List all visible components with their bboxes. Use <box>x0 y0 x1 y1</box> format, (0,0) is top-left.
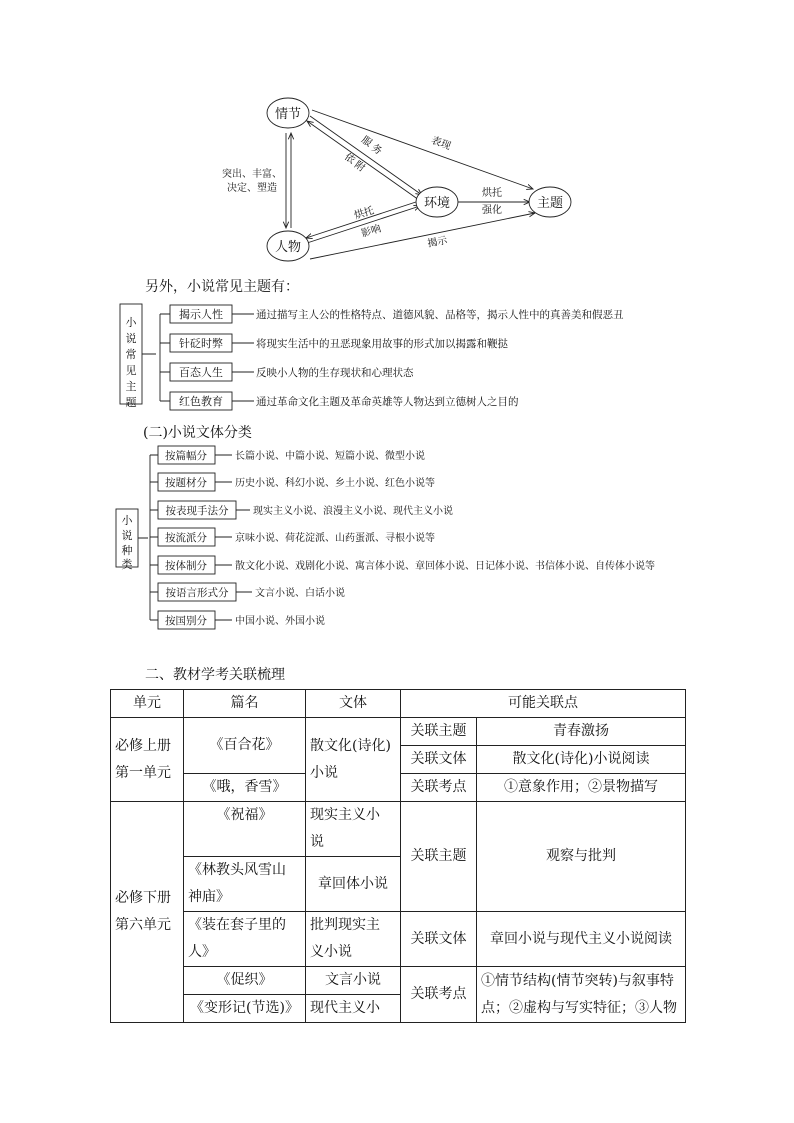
types-heading: (二)小说文体分类 <box>143 425 252 441</box>
node-theme-label: 主题 <box>536 196 564 211</box>
unit-cell-1 <box>111 718 184 802</box>
table-heading: 二、教材学考关联梳理 <box>145 667 285 683</box>
title-taozi-line-1: 《装在套子里的 <box>188 917 286 933</box>
theme-tag-4: 红色教育 <box>179 395 223 408</box>
edge-label-plot-env-a1: 服 <box>359 134 374 150</box>
title-taozi-line-2: 人》 <box>188 944 216 960</box>
types-tree <box>112 444 712 634</box>
themes-root-char-4: 见 <box>125 364 137 377</box>
theme-tag-3: 百态人生 <box>179 366 223 379</box>
edge-label-plot-env-b1: 依 <box>342 151 357 167</box>
title-cell-taozi <box>184 912 306 967</box>
link-value-kaodian <box>477 967 686 1023</box>
themes-root-char-6: 题 <box>125 396 137 409</box>
node-environment-label: 环境 <box>423 196 451 211</box>
themes-heading: 另外，小说常见主题有： <box>145 279 299 295</box>
themes-bracket <box>142 314 170 401</box>
title-cell-bianxingji: 《变形记(节选)》 <box>184 995 306 1023</box>
theme-tag-2: 针砭时弊 <box>179 337 223 350</box>
kaodian-line-2: 点；②虚构与写实特征；③人物 <box>481 999 677 1016</box>
genre-cell-linjiaotou: 章回体小说 <box>306 857 401 912</box>
types-root-char-4: 类 <box>121 558 133 571</box>
unit-1-line-2: 第一单元 <box>115 764 171 781</box>
types-root-char-1: 小 <box>121 514 133 527</box>
table-row <box>111 967 686 995</box>
type-tag-1: 按篇幅分 <box>165 450 207 462</box>
genre-cell-taozi <box>306 912 401 967</box>
theme-desc-4: 通过革命文化主题及革命英雄等人物达到立德树人之目的 <box>256 396 519 408</box>
genre-1-line-2: 小说 <box>310 764 338 781</box>
theme-desc-3: 反映小人物的生存现状和心理状态 <box>256 367 414 379</box>
link-value: 观察与批判 <box>477 802 686 912</box>
theme-tag-1: 揭示人性 <box>179 308 223 321</box>
unit-cell-2 <box>111 802 184 1023</box>
type-desc-5: 散文化小说、戏剧化小说、寓言体小说、章回体小说、日记体小说、书信体小说、自传体小说等 <box>235 561 655 572</box>
themes-root-char-5: 主 <box>125 380 137 393</box>
unit-1-line-1: 必修上册 <box>115 737 171 754</box>
link-label: 关联文体 <box>401 746 477 774</box>
table-header-row <box>111 690 686 718</box>
type-desc-3: 现实主义小说、浪漫主义小说、现代主义小说 <box>253 506 453 517</box>
type-tag-7: 按国别分 <box>165 615 207 627</box>
edge-label-env-char-2: 影响 <box>360 223 383 240</box>
type-tag-3: 按表现手法分 <box>165 505 229 517</box>
edge-plot-to-theme <box>312 110 533 189</box>
type-desc-1: 长篇小说、中篇小说、短篇小说、微型小说 <box>235 451 425 462</box>
genre-cell-cuzhi: 文言小说 <box>306 967 401 995</box>
types-bracket-ticks <box>150 455 158 620</box>
genre-zhufu-line-2: 说 <box>310 834 324 850</box>
type-tag-4: 按流派分 <box>165 532 207 544</box>
genre-cell-bianxingji: 现代主义小 <box>306 995 401 1023</box>
themes-root-char-3: 常 <box>125 348 137 361</box>
edge-label-plot-env-b2: 附 <box>352 159 367 175</box>
theme-desc-1: 通过描写主人公的性格特点、道德风貌、品格等，揭示人性中的真善美和假恶丑 <box>256 309 624 321</box>
edge-label-char-theme: 揭示 <box>426 235 449 250</box>
edge-plot-to-environment <box>310 116 422 195</box>
theme-desc-2: 将现实生活中的丑恶现象用故事的形式加以揭露和鞭挞 <box>256 338 508 350</box>
header-unit: 单元 <box>111 690 184 718</box>
link-value: 散文化(诗化)小说阅读 <box>477 746 686 774</box>
genre-cell-1 <box>306 718 401 802</box>
edge-label-plot-env-a2: 务 <box>369 142 384 158</box>
genre-cell-zhufu <box>306 802 401 857</box>
edge-label-plot-theme: 表现 <box>429 135 453 153</box>
themes-tree <box>116 300 696 412</box>
type-tag-6: 按语言形式分 <box>165 587 229 599</box>
type-desc-4: 京味小说、荷花淀派、山药蛋派、寻根小说等 <box>235 533 435 544</box>
edge-label-env-theme-1: 烘托 <box>482 188 502 199</box>
theme-connectors <box>232 314 254 401</box>
genre-taozi-line-2: 义小说 <box>310 944 352 960</box>
title-cell-zhufu: 《祝福》 <box>184 802 306 857</box>
edge-label-plot-character-1: 突出、丰富、 <box>222 169 282 180</box>
edge-label-env-char-1: 烘托 <box>353 205 376 222</box>
edge-label-env-theme-2: 强化 <box>482 205 502 216</box>
table-row <box>111 718 686 746</box>
header-genre: 文体 <box>306 690 401 718</box>
textbook-link-table <box>110 689 686 1023</box>
genre-zhufu-line-1: 现实主义小 <box>310 807 380 823</box>
kaodian-line-1: ①情节结构(情节突转)与叙事特 <box>481 972 674 989</box>
unit-2-line-1: 必修下册 <box>115 890 171 906</box>
link-label: 关联考点 <box>401 967 477 1023</box>
title-cell-baihehua: 《百合花》 <box>184 718 306 774</box>
type-tag-2: 按题材分 <box>165 477 207 489</box>
link-label: 关联主题 <box>401 802 477 912</box>
header-links: 可能关联点 <box>401 690 686 718</box>
header-title: 篇名 <box>184 690 306 718</box>
node-plot-label: 情节 <box>274 107 302 122</box>
themes-root-char-1: 小 <box>125 316 137 329</box>
type-desc-7: 中国小说、外国小说 <box>235 616 325 627</box>
title-cell-linjiaotou <box>184 857 306 912</box>
genre-taozi-line-1: 批判现实主 <box>310 917 380 933</box>
link-value: ①意象作用；②景物描写 <box>477 774 686 802</box>
type-desc-2: 历史小说、科幻小说、乡土小说、红色小说等 <box>235 478 435 489</box>
title-linjiaotou-line-1: 《林教头风雪山 <box>188 862 286 878</box>
link-label: 关联考点 <box>401 774 477 802</box>
edge-label-plot-character-2: 决定、塑造 <box>227 183 277 194</box>
title-linjiaotou-line-2: 神庙》 <box>188 889 230 905</box>
edge-environment-to-plot <box>307 121 419 200</box>
link-value: 青春激扬 <box>477 718 686 746</box>
genre-1-line-1: 散文化(诗化) <box>310 737 391 754</box>
link-label: 关联文体 <box>401 912 477 967</box>
types-root-char-2: 说 <box>121 529 133 542</box>
unit-2-line-2: 第六单元 <box>115 917 171 933</box>
edge-character-to-theme <box>310 213 535 259</box>
type-desc-6: 文言小说、白话小说 <box>255 588 345 599</box>
themes-root-char-2: 说 <box>125 332 137 345</box>
types-root-char-3: 种 <box>121 544 133 557</box>
link-label: 关联主题 <box>401 718 477 746</box>
type-tag-5: 按体制分 <box>165 560 207 572</box>
title-cell-xiangxue: 《哦，香雪》 <box>184 774 306 802</box>
element-relationship-diagram <box>200 88 600 268</box>
types-bracket <box>138 455 150 620</box>
link-value: 章回小说与现代主义小说阅读 <box>477 912 686 967</box>
table-row <box>111 802 686 857</box>
title-cell-cuzhi: 《促织》 <box>184 967 306 995</box>
table-row <box>111 912 686 967</box>
node-character-label: 人物 <box>274 240 302 255</box>
